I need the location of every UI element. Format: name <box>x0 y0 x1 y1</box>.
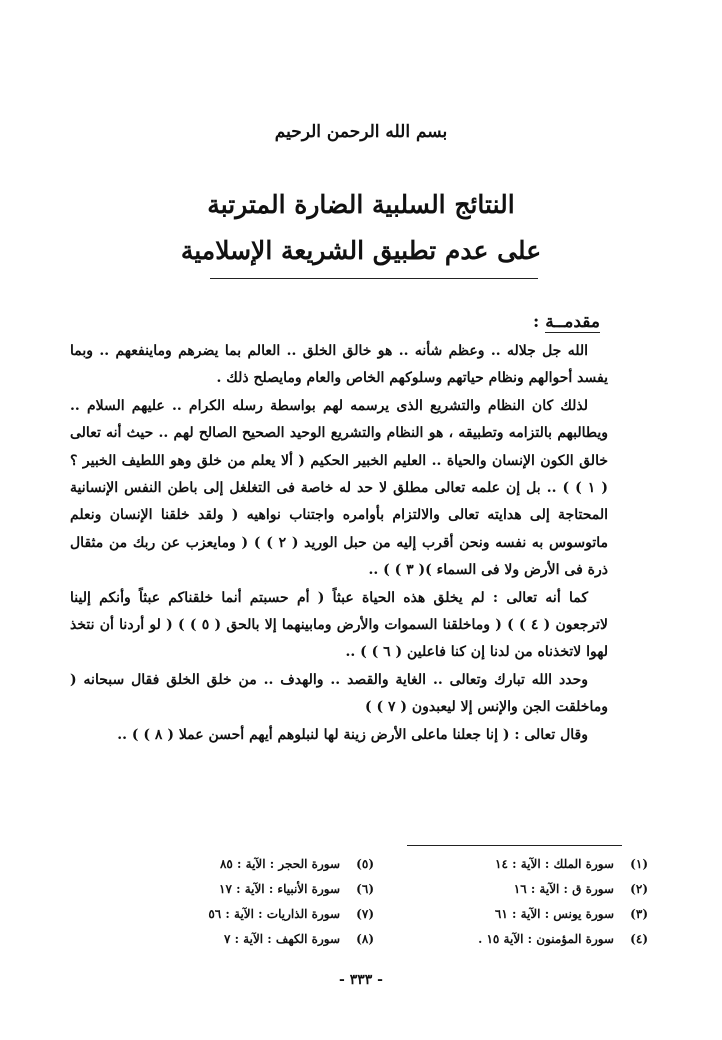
footnote-number: (٨) <box>356 932 374 946</box>
footnote-number: (٢) <box>630 882 648 896</box>
footnote-number: (١) <box>630 857 648 871</box>
paragraph-3: كما أنه تعالى : لم يخلق هذه الحياة عبثاً ( أم حسبتم أنما خلقناكم عبثاً وأنكم إلينا لاترجعون ( ٤ ) ) ( وماخلقنا السموات والأرض ومابينهما إلا بالحق ( ٥ ) ) ( لو أردنا أن نتخذ لهوا لاتخذناه من لدنا إن كنا فاعلين ( ٦ ) ) .. <box>70 589 608 661</box>
footnote-8 <box>140 927 374 952</box>
intro-heading-colon: : <box>532 312 546 332</box>
page-number: - ٣٣٣ - <box>339 972 383 988</box>
footnote-number: (٤) <box>630 932 648 946</box>
footnote-text: سورة ق : الآية : ١٦ <box>513 882 614 896</box>
paragraph-1: الله جل جلاله .. وعظم شأنه .. هو خالق الخلق .. العالم بما يضرهم وماينفعهم .. وبما يفسد أحوالهم ونظام حياتهم وسلوكهم الخاص والعام ومايصلح ذلك . <box>70 343 608 387</box>
title-line-2: على عدم تطبيق الشريعة الإسلامية <box>180 236 542 265</box>
basmala: بسم الله الرحمن الرحيم <box>274 122 448 142</box>
footnote-separator <box>407 845 622 846</box>
footnote-7 <box>140 902 374 927</box>
footnote-5 <box>140 852 374 877</box>
footnote-text: سورة الذاريات : الآية : ٥٦ <box>208 907 340 921</box>
footnote-2 <box>414 877 648 902</box>
footnote-text: سورة الحجر : الآية : ٨٥ <box>219 857 340 871</box>
paragraph-5: وقال تعالى : ( إنا جعلنا ماعلى الأرض زينة لها لنبلوهم أيهم أحسن عملا ( ٨ ) ) .. <box>117 726 588 743</box>
footnote-text: سورة الملك : الآية : ١٤ <box>495 857 614 871</box>
paragraph-2: لذلك كان النظام والتشريع الذى يرسمه لهم بواسطة رسله الكرام .. عليهم السلام .. ويطالبهم بالتزامه وتطبيقه ، هو النظام والتشريع الوحيد الصحيح الصالح لهم .. حيث أنه تعالى خالق الكون الإنسان والحياة .. العليم الخبير الحكيم ( ألا يعلم من خلق وهو اللطيف الخبير ؟ ( ١ ) ) .. بل إن علمه تعالى مطلق لا حد له خاصة فى التغلغل إلى باطن النفس الإنسانية المحتاجة إلى هدايته تعالى والالتزام بأوامره واجتناب نواهيه ( ولقد خلقنا الإنسان ونعلم ماتوسوس به نفسه ونحن أقرب إليه من حبل الوريد ( ٢ ) ) ( ومايعزب عن ربك من مثقال ذرة فى الأرض ولا فى السماء )( ٣ ) ) .. <box>70 397 608 579</box>
footnote-number: (٥) <box>356 857 374 871</box>
body-text <box>70 338 608 749</box>
footnote-6 <box>140 877 374 902</box>
title-line-1: النتائج السلبية الضارة المترتبة <box>207 190 515 219</box>
footnote-4 <box>414 927 648 952</box>
intro-heading <box>533 312 600 332</box>
footnote-text: سورة يونس : الآية : ٦١ <box>494 907 614 921</box>
footnote-text: سورة الكهف : الآية : ٧ <box>223 932 340 946</box>
footnote-number: (٣) <box>630 907 648 921</box>
footnote-number: (٧) <box>356 907 374 921</box>
title-underline <box>210 278 538 279</box>
intro-heading-label: مقدمــة <box>545 312 600 332</box>
footnote-text: سورة الأنبياء : الآية : ١٧ <box>219 882 340 896</box>
footnote-3 <box>414 902 648 927</box>
footnotes <box>140 852 648 952</box>
footnote-1 <box>414 852 648 877</box>
document-title <box>0 182 722 274</box>
paragraph-4: وحدد الله تبارك وتعالى .. الغاية والقصد .. والهدف .. من خلق الخلق فقال سبحانه ( وماخلقت الجن والإنس إلا ليعبدون ( ٧ ) ) <box>70 671 608 716</box>
footnote-text: سورة المؤمنون : الآية ١٥ . <box>478 932 614 946</box>
footnote-number: (٦) <box>356 882 374 896</box>
